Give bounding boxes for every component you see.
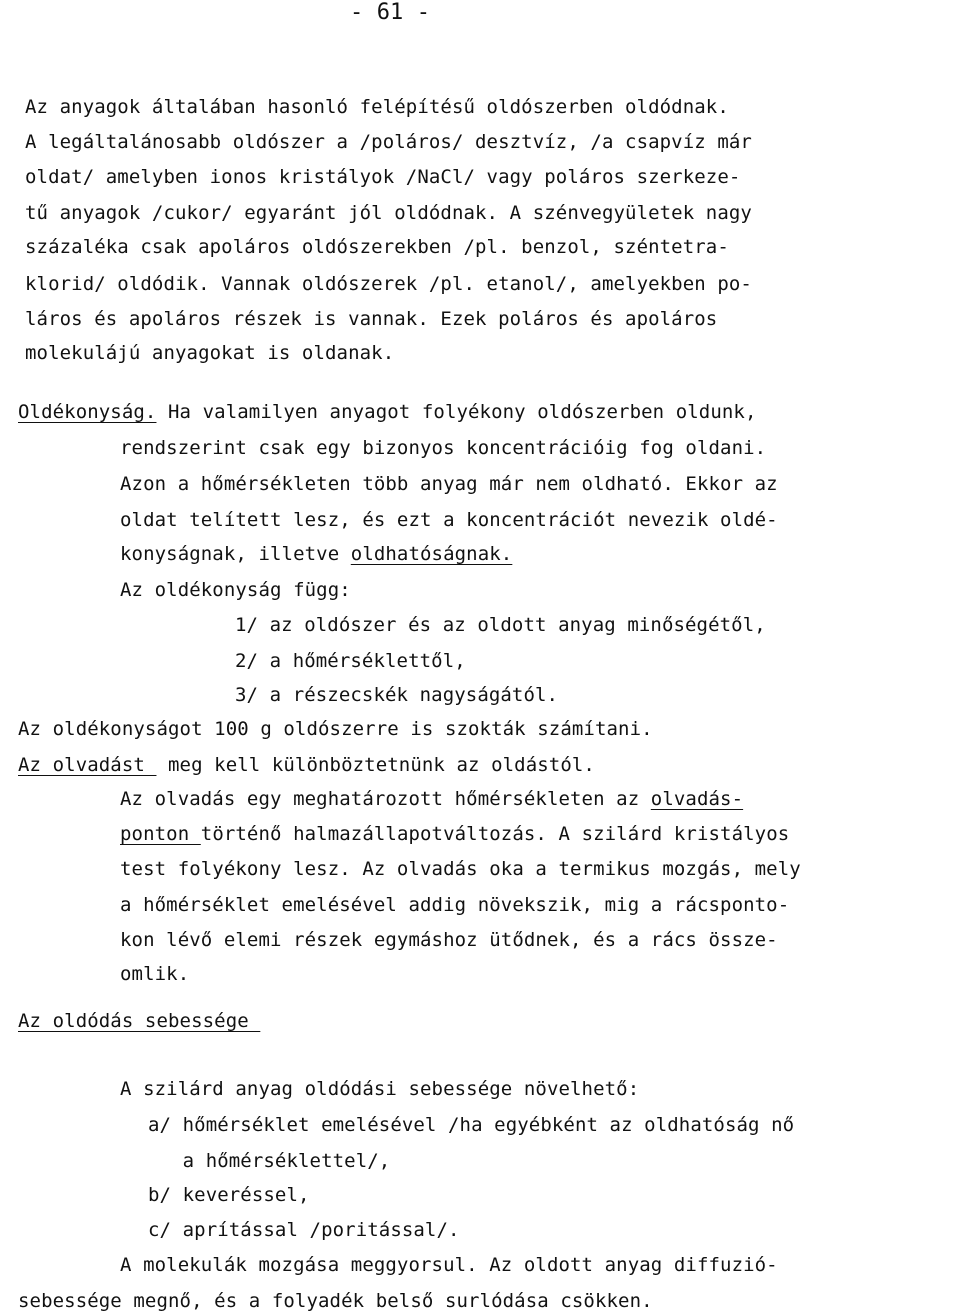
- melting-term-part-1: olvadás-: [650, 788, 744, 810]
- melting-line-4: a hőmérséklet emelésével addig növekszik, mig a rácsponto-: [120, 894, 790, 916]
- intro-line-1: Az anyagok általában hasonló felépítésű oldószerben oldódnak.: [25, 96, 729, 118]
- rate-item-a-cont: a hőmérséklettel/,: [148, 1150, 391, 1172]
- rate-item-b: b/ keveréssel,: [148, 1184, 310, 1206]
- solubility-first-line: [18, 401, 757, 423]
- factor-3: 3/ a részecskék nagyságától.: [235, 684, 559, 706]
- page-number: - 61 -: [350, 0, 431, 25]
- melting-first-line: [18, 754, 595, 776]
- rate-heading-line: [18, 1010, 260, 1032]
- intro-line-4: tű anyagok /cukor/ egyaránt jól oldódnak. A szénvegyületek nagy: [25, 202, 752, 224]
- intro-line-5: százaléka csak apoláros oldószerekben /pl. benzol, széntetra-: [25, 236, 729, 258]
- factor-1: 1/ az oldószer és az oldott anyag minőségétől,: [235, 614, 766, 636]
- rate-increase-label: A szilárd anyag oldódási sebessége növelhető:: [120, 1078, 640, 1100]
- solubility-line-3: oldat telített lesz, és ezt a koncentrációt nevezik oldé-: [120, 509, 778, 531]
- depends-label: Az oldékonyság függ:: [120, 579, 351, 601]
- melting-line-3: test folyékony lesz. Az olvadás oka a termikus mozgás, mely: [120, 858, 801, 880]
- melting-term-part-2: ponton: [120, 823, 201, 845]
- per-100g-line: Az oldékonyságot 100 g oldószerre is szokták számítani.: [18, 718, 653, 740]
- rate-closing-line-2: sebessége megnő, és a folyadék belső surlódása csökken.: [18, 1290, 653, 1312]
- rate-item-c: c/ aprítással /poritással/.: [148, 1219, 460, 1241]
- rate-heading: Az oldódás sebessége: [18, 1010, 261, 1032]
- melting-line-6: omlik.: [120, 963, 190, 985]
- rate-item-a: a/ hőmérséklet emelésével /ha egyébként az oldhatóság nő: [148, 1114, 795, 1136]
- solubility-line-1: rendszerint csak egy bizonyos koncentrációig fog oldani.: [120, 437, 767, 459]
- solubility-line-4: [120, 543, 512, 565]
- melting-line-2: [120, 823, 789, 845]
- solubility-heading: Oldékonyság.: [18, 401, 157, 423]
- melting-heading: Az olvadást: [18, 754, 157, 776]
- melting-line-5: kon lévő elemi részek egymáshoz ütődnek, és a rács össze-: [120, 929, 778, 951]
- intro-line-3: oldat/ amelyben ionos kristályok /NaCl/ vagy poláros szerkeze-: [25, 166, 741, 188]
- intro-line-6: klorid/ oldódik. Vannak oldószerek /pl. etanol/, amelyekben po-: [25, 273, 752, 295]
- factor-2: 2/ a hőmérséklettől,: [235, 650, 466, 672]
- solubility-line-2: Azon a hőmérsékleten több anyag már nem oldható. Ekkor az: [120, 473, 778, 495]
- intro-line-7: láros és apoláros részek is vannak. Ezek poláros és apoláros: [25, 308, 718, 330]
- intro-line-2: A legáltalánosabb oldószer a /poláros/ desztvíz, /a csapvíz már: [25, 131, 752, 153]
- melting-line-2-rest: történő halmazállapotváltozás. A szilárd kristályos: [200, 823, 790, 845]
- melting-line-1: [120, 788, 743, 810]
- melting-heading-rest: meg kell különböztetnünk az oldástól.: [156, 754, 595, 776]
- solubility-first-line-rest: Ha valamilyen anyagot folyékony oldószerben oldunk,: [156, 401, 757, 423]
- solubility-term: oldhatóságnak.: [350, 543, 513, 565]
- melting-line-1-prefix: Az olvadás egy meghatározott hőmérsékleten az: [120, 788, 651, 810]
- solubility-line-4-prefix: konyságnak, illetve: [120, 543, 351, 565]
- rate-closing-line-1: A molekulák mozgása meggyorsul. Az oldott anyag diffuzió-: [120, 1254, 778, 1276]
- intro-line-8: molekulájú anyagokat is oldanak.: [25, 342, 395, 364]
